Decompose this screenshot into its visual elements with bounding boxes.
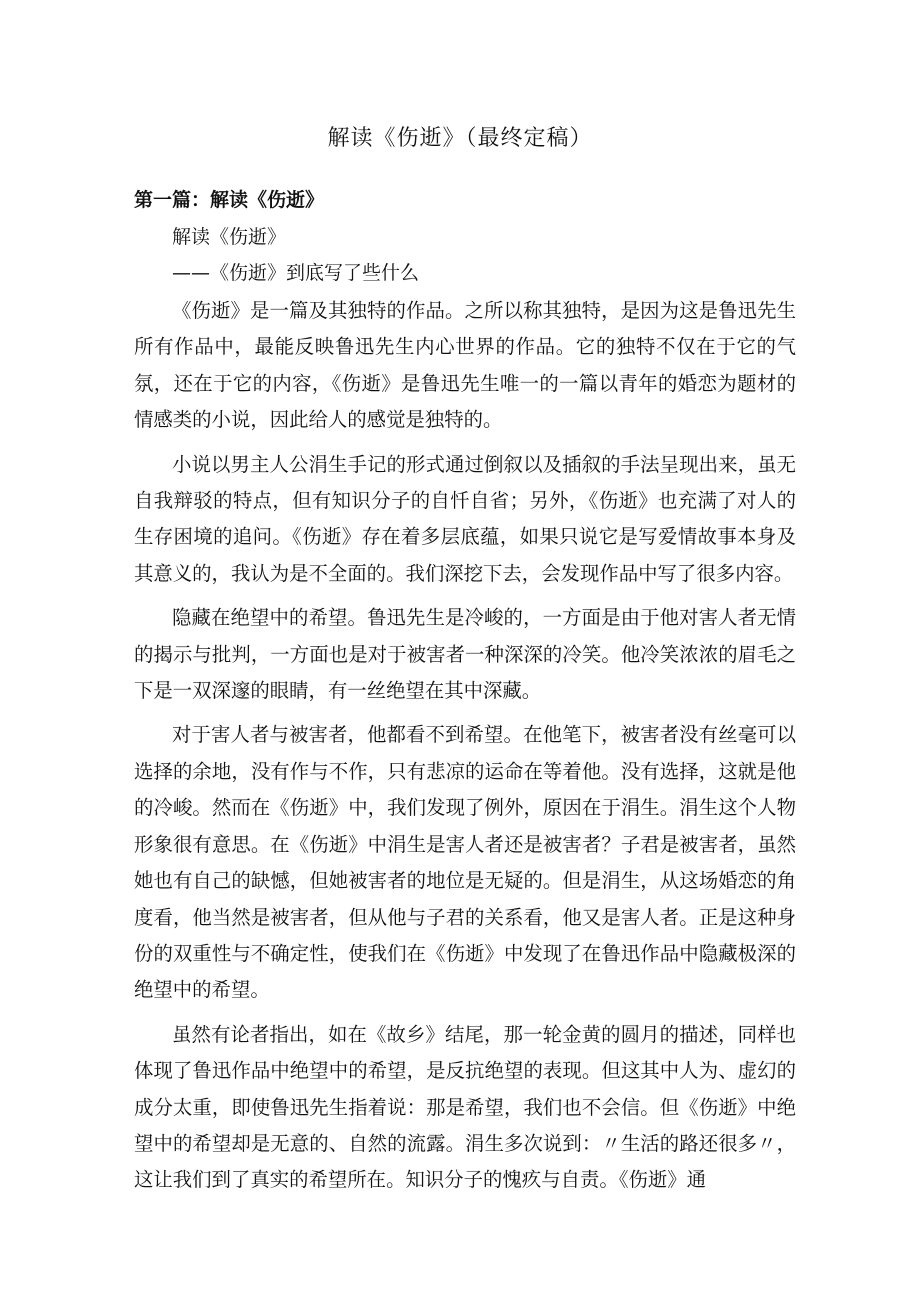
article-body [134, 293, 796, 1207]
paragraph: 虽然有论者指出，如在《故乡》结尾，那一轮金黄的圆月的描述，同样也体现了鲁迅作品中绝望中的希望，是反抗绝望的表现。但这其中人为、虚幻的成分太重，即使鲁迅先生指着说：那是希望，我们也不会信。但《伤逝》中绝望中的希望却是无意的、自然的流露。涓生多次说到：〃生活的路还很多〃，这让我们到了真实的希望所在。知识分子的愧疚与自责。《伤逝》通 [134, 1022, 796, 1192]
section-heading: 第一篇：解读《伤逝》 [134, 189, 325, 211]
paragraph: 隐藏在绝望中的希望。鲁迅先生是冷峻的，一方面是由于他对害人者无情的揭示与批判，一方面也是对于被害者一种深深的冷笑。他冷笑浓浓的眉毛之下是一双深邃的眼睛，有一丝绝望在其中深藏。 [134, 606, 796, 703]
article-subtitle: ——《伤逝》到底写了些什么 [172, 262, 420, 284]
paragraph: 小说以男主人公涓生手记的形式通过倒叙以及插叙的手法呈现出来，虽无自我辩驳的特点，但有知识分子的自忏自省；另外，《伤逝》也充满了对人的生存困境的追问。《伤逝》存在着多层底蕴，如果只说它是写爱情故事本身及其意义的，我认为是不全面的。我们深挖下去，会发现作品中写了很多内容。 [134, 452, 796, 585]
paragraph: 《伤逝》是一篇及其独特的作品。之所以称其独特，是因为这是鲁迅先生所有作品中，最能反映鲁迅先生内心世界的作品。它的独特不仅在于它的气氛，还在于它的内容，《伤逝》是鲁迅先生唯一的一篇以青年的婚恋为题材的情感类的小说，因此给人的感觉是独特的。 [134, 299, 796, 432]
paragraph: 对于害人者与被害者，他都看不到希望。在他笔下，被害者没有丝毫可以选择的余地，没有作与不作，只有悲凉的运命在等着他。没有选择，这就是他的冷峻。然而在《伤逝》中，我们发现了例外，原因在于涓生。涓生这个人物形象很有意思。在《伤逝》中涓生是害人者还是被害者？子君是被害者，虽然她也有自己的缺憾，但她被害者的地位是无疑的。但是涓生，从这场婚恋的角度看，他当然是被害者，但从他与子君的关系看，他又是害人者。正是这种身份的双重性与不确定性，使我们在《伤逝》中发现了在鲁迅作品中隐藏极深的绝望中的希望。 [134, 723, 796, 1002]
article-title: 解读《伤逝》 [172, 226, 287, 248]
document-title: 解读《伤逝》（最终定稿） [327, 126, 593, 151]
